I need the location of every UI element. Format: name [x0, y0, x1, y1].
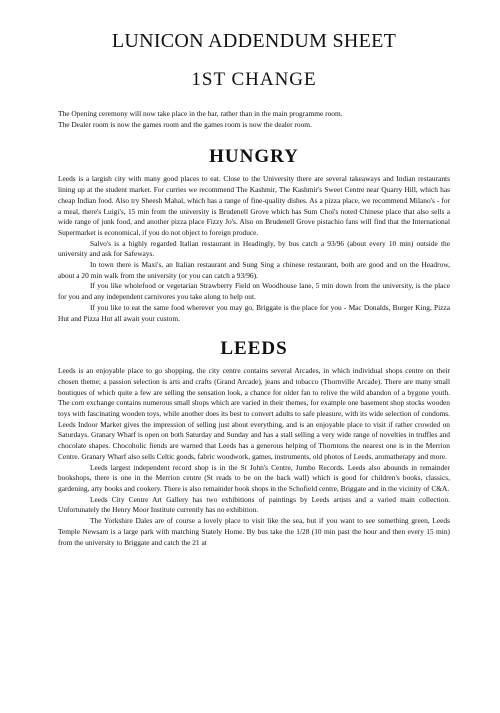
hungry-paragraph: Salvo's is a highly regarded Italian restaurant in Headingly, by bus catch a 93/96 (about every 10 min) outside the university and ask for Safeways.	[58, 238, 450, 259]
hungry-paragraph: In town there is Maxi's, an Italian restaurant and Sung Sing a chinese restaurant, both are good and on the Headrow, about a 20 min walk from the university (or you can catch a 93/96).	[58, 260, 450, 280]
leeds-paragraph: The Yorkshire Dales are of course a lovely place to visit like the sea, but if you want to see something green, Leeds Temple Newsam is a large park with matching Stately Home. By bus take the 1/28 (10 min past the hour and then every 15 min) from the university to Briggate and catch the 21 at	[58, 516, 450, 547]
change-notice	[58, 109, 450, 130]
change-paragraph: The Dealer room is now the games room and the games room is now the dealer room.	[58, 119, 312, 129]
section-heading-change: 1ST CHANGE	[191, 69, 317, 90]
leeds-paragraph: Leeds City Centre Art Gallery has two exhibitions of paintings by Leeds artists and a varied main collection. Unfortunately the Henry Moor Institute currently has no exhibition.	[58, 494, 450, 515]
hungry-section-body	[58, 174, 450, 324]
leeds-paragraph: Leeds is an enjoyable place to go shopping, the city centre contains several Arcades, in which individual shops centre on their chosen theme; a passion selection is arts and crafts (Grand Arcade), jeans and tobacco (Thornville Arcade). There are many small boutiques of which quite a few are selling the sensation look, a chance for older fan to relive the wild abandon of a bygone youth. The corn exchange contains numerous small shops which are varied in their themes, for example one basement shop stocks wooden toys with fascinating wooden toys, while another does its best to convert adults to safe pleasure, with its wide selection of condoms. Leeds Indoor Market gives the impression of selling just about everything, and is an enjoyable place to visit if rather crowded on Saturdays. Granary Wharf is open on both Saturday and Sunday and has a stall selling a very wide range of novelties in truffles and chocolate shapes. Chocoholic fiends are warned that Leeds has a generous helping of Thorntons the nearest one is in the Merrion Centre. Granary Wharf also sells Celtic goods, fabric woodwork, games, instruments, old photos of Leeds, aromatherapy and more.	[58, 366, 450, 461]
hungry-paragraph: If you like wholefood or vegetarian Strawberry Field on Woodhouse lane, 5 min down from the university, is the place for you and any independent carnivores you take along to help out.	[58, 281, 450, 302]
change-paragraph: The Opening ceremony will now take place in the bar, rather than in the main programme room.	[58, 109, 343, 118]
leeds-section-body	[58, 366, 450, 548]
section-heading-leeds: LEEDS	[220, 338, 288, 360]
hungry-paragraph: If you like to eat the same food wherever you may go, Briggate is the place for you - Mac Donalds, Burger King, Pizza Hut and Pizza Hut all await your custom.	[58, 302, 450, 323]
hungry-paragraph: Leeds is a largish city with many good places to eat. Close to the University there are several takeaways and Indian restaurants lining up at the student market. For curries we recommend The Kashmir, The Kashmir's Sweet Centre near Quarry Hill, which has cheap Indian food. Also try Sheesh Mahal, which has a range of fine-quality dishes. As a pizza place, we recommend Milano's - for a meal, there's Luigi's, 15 min from the university is Brudenell Grove which has Sum Choi's noted Chinese place that also sells a wide range of junk food, and another pizza place Fizzy Jo's. Also on Brudenell Grove pistachio fans will find that the International Supermarket is economical, if you do not object to foreign produce.	[58, 174, 450, 237]
document-title: LUNICON ADDENDUM SHEET	[111, 30, 397, 52]
section-heading-hungry: HUNGRY	[209, 146, 299, 168]
leeds-paragraph: Leeds largest independent record shop is in the St John's Centre, Jumbo Records. Leeds also abounds in remainder bookshops, there is one in the Merrion centre (St reads to be on the back wall) which is good for children's books, classics, gardening, arty books and cookery. There is also remainder book shops in the Schofield centre, Briggate and in the vicinity of C&A.	[58, 462, 450, 493]
